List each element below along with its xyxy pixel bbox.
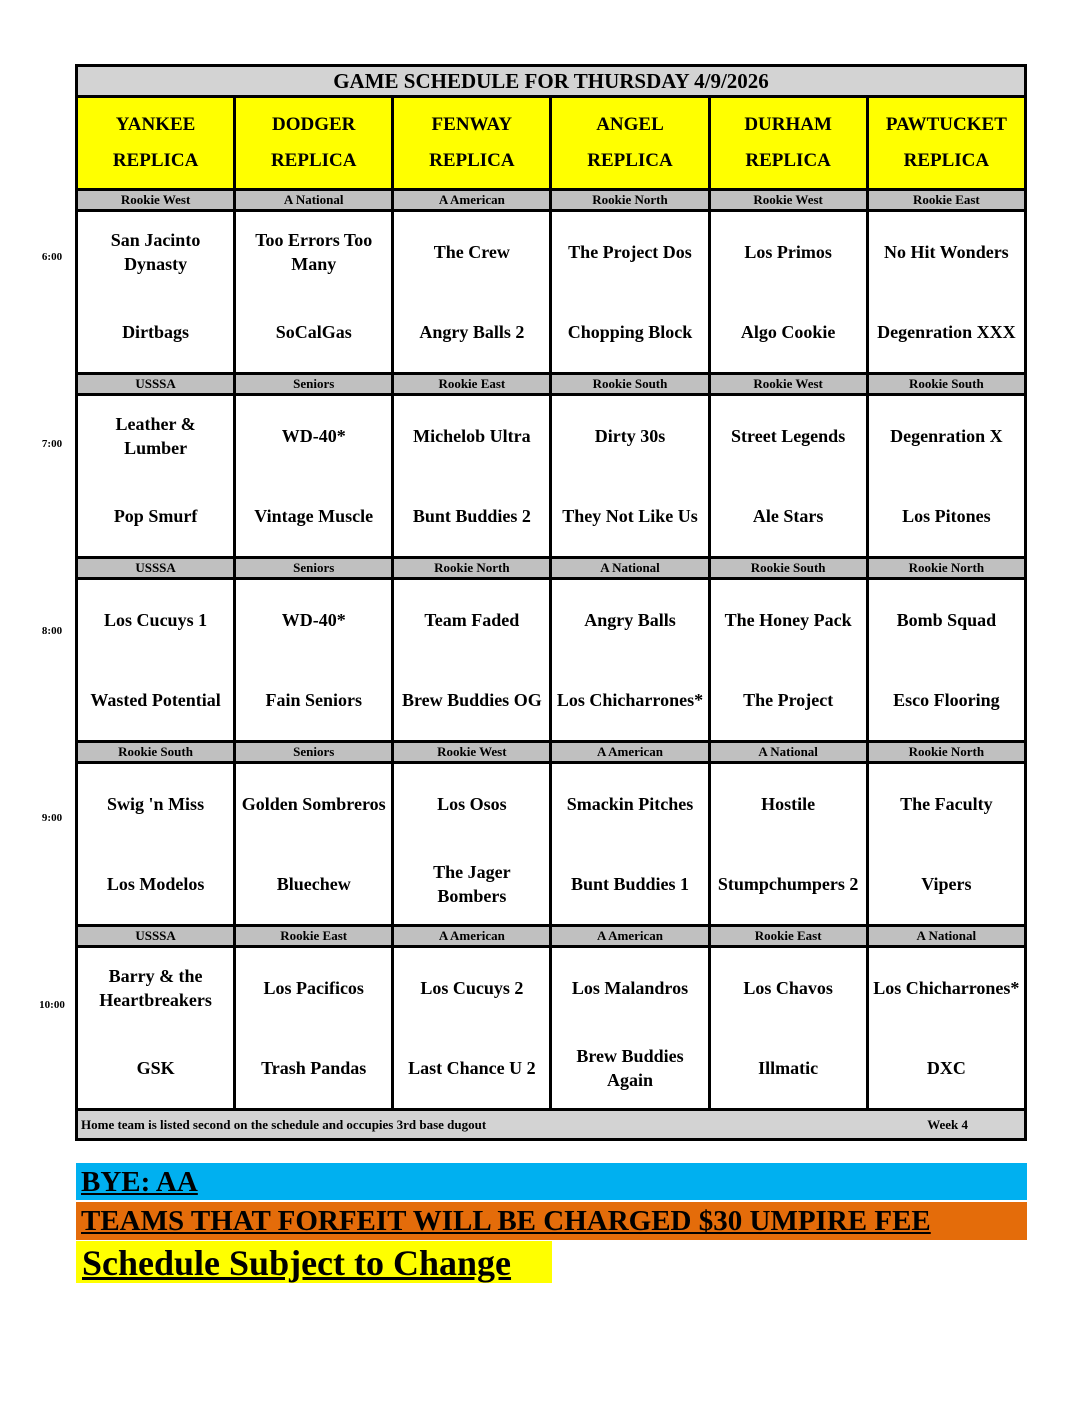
division-label: Seniors — [235, 558, 393, 579]
field-header — [393, 97, 551, 190]
home-team: Wasted Potential — [90, 690, 221, 710]
home-team: Vipers — [921, 874, 972, 894]
division-label: A American — [393, 190, 551, 211]
game-cell — [551, 211, 709, 374]
away-team: Angry Balls — [584, 610, 676, 630]
division-label: Seniors — [235, 742, 393, 763]
away-team: The Honey Pack — [724, 610, 852, 630]
away-team: Los Cucuys 2 — [420, 978, 524, 998]
footer-cell — [77, 1110, 1026, 1140]
game-cell — [393, 579, 551, 742]
home-team: Bunt Buddies 1 — [570, 874, 690, 894]
field-name: YANKEE — [115, 114, 196, 135]
division-row — [77, 558, 1026, 579]
schedule-table — [75, 64, 1027, 1141]
game-cell — [551, 395, 709, 558]
game-row — [77, 211, 1026, 374]
field-name: FENWAY — [431, 114, 513, 135]
division-label: Seniors — [235, 374, 393, 395]
home-team: Last Chance U 2 — [408, 1058, 536, 1078]
home-team: Bunt Buddies 2 — [412, 506, 531, 526]
division-row — [77, 190, 1026, 211]
away-team: The Project Dos — [568, 242, 692, 262]
home-team: Illmatic — [758, 1058, 819, 1078]
time-slot-label: 7:00 — [41, 438, 63, 450]
game-cell — [77, 947, 235, 1110]
game-cell — [393, 211, 551, 374]
division-label: USSSA — [77, 374, 235, 395]
game-cell — [393, 947, 551, 1110]
game-row — [77, 395, 1026, 558]
home-team: DXC — [926, 1058, 966, 1078]
game-row — [77, 579, 1026, 742]
field-name: ANGEL — [596, 114, 664, 135]
game-cell — [235, 211, 393, 374]
division-label: Rookie North — [867, 742, 1025, 763]
away-team: Too Errors Too Many — [255, 230, 373, 274]
field-header — [235, 97, 393, 190]
game-cell — [77, 579, 235, 742]
away-team: WD-40* — [281, 610, 346, 630]
home-team: Los Pitones — [902, 506, 991, 526]
forfeit-banner — [76, 1202, 1027, 1240]
away-team: Los Primos — [744, 242, 832, 262]
game-cell — [551, 579, 709, 742]
division-label: A National — [551, 558, 709, 579]
home-team: SoCalGas — [275, 322, 352, 342]
away-team: No Hit Wonders — [884, 242, 1009, 262]
home-team: Trash Pandas — [261, 1058, 367, 1078]
division-row — [77, 374, 1026, 395]
game-cell — [709, 947, 867, 1110]
division-label: Rookie East — [235, 926, 393, 947]
division-label: USSSA — [77, 926, 235, 947]
field-name: DODGER — [272, 114, 356, 135]
division-label: Rookie North — [393, 558, 551, 579]
game-cell — [77, 395, 235, 558]
away-team: Michelob Ultra — [413, 426, 531, 446]
field-type: REPLICA — [112, 150, 199, 171]
away-team: Bomb Squad — [896, 610, 997, 630]
game-cell — [709, 395, 867, 558]
home-team: Stumpchumpers 2 — [717, 874, 859, 894]
field-header-row — [77, 97, 1026, 190]
game-cell — [709, 763, 867, 926]
away-team: Leather & Lumber — [115, 414, 196, 458]
forfeit-text: TEAMS THAT FORFEIT WILL BE CHARGED $30 UMPIRE FEE — [81, 1205, 931, 1237]
home-team: Dirtbags — [122, 322, 190, 342]
game-cell — [867, 211, 1025, 374]
away-team: Los Cucuys 1 — [104, 610, 208, 630]
game-cell — [551, 763, 709, 926]
division-label: Rookie South — [867, 374, 1025, 395]
home-team-note: Home team is listed second on the schedule and occupies 3rd base dugout — [81, 1116, 487, 1132]
game-cell — [235, 579, 393, 742]
bye-banner — [76, 1163, 1027, 1200]
field-header — [867, 97, 1025, 190]
home-team: Esco Flooring — [893, 690, 1000, 710]
time-slot-label: 10:00 — [39, 999, 65, 1011]
division-label: A National — [709, 742, 867, 763]
field-header — [709, 97, 867, 190]
division-label: Rookie West — [393, 742, 551, 763]
away-team: Smackin Pitches — [566, 794, 694, 814]
away-team: Hostile — [761, 794, 816, 814]
away-team: Dirty 30s — [594, 426, 666, 446]
game-row — [77, 947, 1026, 1110]
field-type: REPLICA — [903, 150, 990, 171]
division-label: Rookie North — [867, 558, 1025, 579]
field-type: REPLICA — [587, 150, 673, 171]
division-label: Rookie West — [709, 190, 867, 211]
home-team: Brew Buddies OG — [402, 690, 542, 710]
field-header — [77, 97, 235, 190]
division-label: USSSA — [77, 558, 235, 579]
game-cell — [393, 395, 551, 558]
away-team: The Crew — [433, 242, 510, 262]
week-label: Week 4 — [927, 1116, 968, 1132]
field-name: PAWTUCKET — [885, 114, 1007, 135]
footer-row — [77, 1110, 1026, 1140]
away-team: Los Pacificos — [263, 978, 364, 998]
home-team: Chopping Block — [567, 322, 693, 342]
game-cell — [235, 395, 393, 558]
division-label: Rookie East — [709, 926, 867, 947]
home-team: GSK — [136, 1058, 175, 1078]
division-label: Rookie South — [709, 558, 867, 579]
division-label: Rookie South — [551, 374, 709, 395]
away-team: Barry & the Heartbreakers — [99, 966, 212, 1010]
away-team: WD-40* — [281, 426, 346, 446]
game-cell — [235, 947, 393, 1110]
division-label: Rookie West — [709, 374, 867, 395]
time-slot-label: 9:00 — [41, 812, 63, 824]
game-cell — [393, 763, 551, 926]
home-team: Brew Buddies Again — [576, 1046, 684, 1090]
division-label: Rookie South — [77, 742, 235, 763]
title-row — [77, 66, 1026, 97]
division-label: Rookie West — [77, 190, 235, 211]
home-team: Angry Balls 2 — [419, 322, 525, 342]
field-header — [551, 97, 709, 190]
game-cell — [709, 579, 867, 742]
division-label: A American — [393, 926, 551, 947]
schedule-title: GAME SCHEDULE FOR THURSDAY 4/9/2026 — [77, 66, 1026, 97]
home-team: Pop Smurf — [113, 506, 198, 526]
home-team: Fain Seniors — [265, 690, 362, 710]
division-label: Rookie North — [551, 190, 709, 211]
schedule-change-banner — [76, 1241, 552, 1283]
game-cell — [709, 211, 867, 374]
game-cell — [867, 763, 1025, 926]
bye-text: BYE: AA — [81, 1166, 198, 1198]
division-label: Rookie East — [867, 190, 1025, 211]
game-cell — [551, 947, 709, 1110]
home-team: The Jager Bombers — [433, 862, 511, 906]
division-label: A National — [867, 926, 1025, 947]
game-cell — [867, 395, 1025, 558]
away-team: The Faculty — [900, 794, 993, 814]
away-team: Los Malandros — [571, 978, 689, 998]
division-row — [77, 742, 1026, 763]
field-type: REPLICA — [745, 150, 831, 171]
game-cell — [867, 947, 1025, 1110]
away-team: San Jacinto Dynasty — [110, 230, 201, 274]
home-team: Algo Cookie — [740, 322, 836, 342]
game-cell — [77, 763, 235, 926]
away-team: Team Faded — [424, 610, 520, 630]
division-row — [77, 926, 1026, 947]
home-team: Vintage Muscle — [254, 506, 374, 526]
time-slot-label: 6:00 — [41, 251, 63, 263]
field-type: REPLICA — [270, 150, 357, 171]
home-team: The Project — [743, 690, 834, 710]
field-name: DURHAM — [744, 114, 832, 135]
game-cell — [235, 763, 393, 926]
home-team: Ale Stars — [752, 506, 824, 526]
time-slot-label: 8:00 — [41, 625, 63, 637]
field-type: REPLICA — [429, 150, 515, 171]
home-team: Los Modelos — [106, 874, 205, 894]
home-team: Bluechew — [276, 874, 351, 894]
game-cell — [867, 579, 1025, 742]
away-team: Golden Sombreros — [241, 794, 386, 814]
away-team: Los Chavos — [743, 978, 833, 998]
game-cell — [77, 211, 235, 374]
home-team: Degenration XXX — [877, 322, 1016, 342]
game-row — [77, 763, 1026, 926]
division-label: A American — [551, 926, 709, 947]
home-team: They Not Like Us — [562, 506, 698, 526]
division-label: A American — [551, 742, 709, 763]
division-label: A National — [235, 190, 393, 211]
schedule-change-text: Schedule Subject to Change — [82, 1243, 512, 1283]
away-team: Degenration X — [890, 426, 1003, 446]
home-team: Los Chicharrones* — [556, 690, 704, 710]
away-team: Street Legends — [731, 426, 846, 446]
away-team: Los Chicharrones* — [873, 978, 1020, 998]
division-label: Rookie East — [393, 374, 551, 395]
away-team: Swig 'n Miss — [107, 794, 205, 814]
away-team: Los Osos — [437, 794, 507, 814]
